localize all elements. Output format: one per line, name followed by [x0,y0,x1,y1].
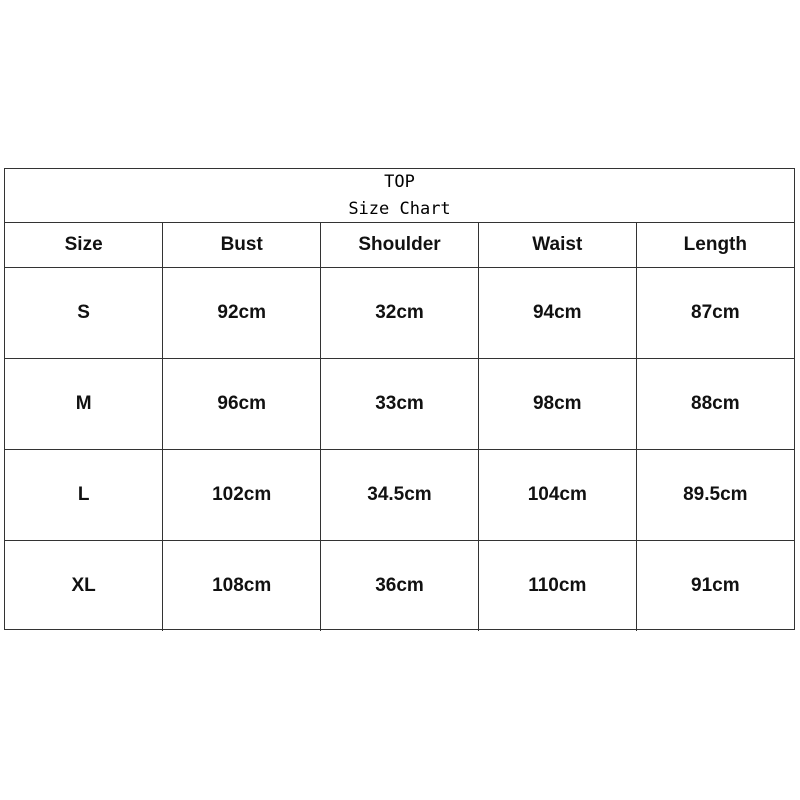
cell-shoulder: 34.5cm [321,450,479,541]
cell-size: S [5,268,163,359]
cell-waist: 98cm [478,359,636,450]
cell-length: 87cm [636,268,794,359]
title-top: TOP [384,171,415,192]
cell-waist: 110cm [478,541,636,632]
cell-bust: 92cm [163,268,321,359]
cell-size: M [5,359,163,450]
cell-waist: 94cm [478,268,636,359]
cell-length: 88cm [636,359,794,450]
table-row [5,450,794,541]
table-row [5,541,794,632]
cell-bust: 96cm [163,359,321,450]
header-bust: Bust [163,223,321,268]
chart-title [5,169,794,223]
header-row [5,223,794,268]
cell-shoulder: 32cm [321,268,479,359]
size-table [5,223,794,631]
cell-shoulder: 36cm [321,541,479,632]
header-length: Length [636,223,794,268]
header-shoulder: Shoulder [321,223,479,268]
cell-length: 89.5cm [636,450,794,541]
table-row [5,359,794,450]
cell-size: L [5,450,163,541]
header-size: Size [5,223,163,268]
cell-waist: 104cm [478,450,636,541]
header-waist: Waist [478,223,636,268]
cell-length: 91cm [691,575,740,596]
size-chart [4,168,795,630]
cell-bust: 108cm [163,541,321,632]
cell-size: XL [5,541,163,632]
cell-bust: 102cm [163,450,321,541]
cell-shoulder: 33cm [321,359,479,450]
table-row [5,268,794,359]
title-size-chart: Size Chart [348,198,451,219]
